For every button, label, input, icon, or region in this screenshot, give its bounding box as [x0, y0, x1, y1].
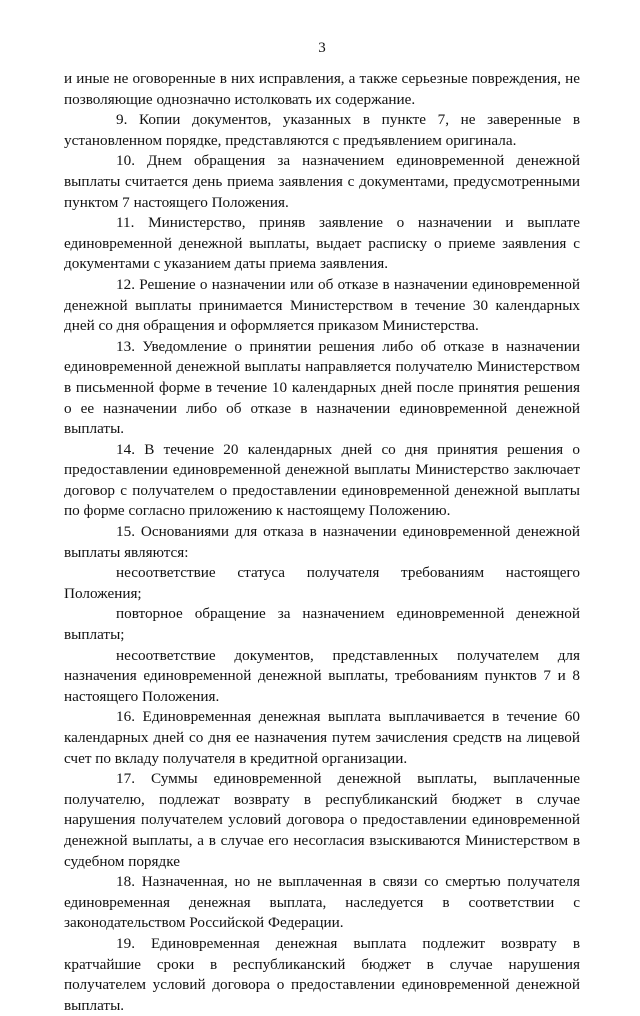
- document-body: [64, 69, 580, 1016]
- paragraph: 14. В течение 20 календарных дней со дня принятия решения о предоставлении единовременной денежной выплаты Министерство заключает договор с получателем о предоставлении единовременной денежной выплаты по форме согласно приложению к настоящему Положению.: [64, 440, 580, 520]
- paragraph: 18. Назначенная, но не выплаченная в связи со смертью получателя единовременная денежная выплата, наследуется в соответствии с законодательством Российской Федерации.: [64, 873, 580, 932]
- paragraph: 15. Основаниями для отказа в назначении единовременной денежной выплаты являются:: [64, 523, 580, 561]
- paragraph: и иные не оговоренные в них исправления, а также серьезные повреждения, не позволяющие однозначно истолковать их содержание.: [64, 70, 580, 108]
- paragraph: 9. Копии документов, указанных в пункте 7, не заверенные в установленном порядке, представляются с предъявлением оригинала.: [64, 111, 580, 149]
- paragraph: повторное обращение за назначением единовременной денежной выплаты;: [64, 605, 580, 644]
- paragraph: несоответствие статуса получателя требованиям настоящего Положения;: [64, 564, 580, 602]
- paragraph: несоответствие документов, представленных получателем для назначения единовременной денежной выплаты, требованиям пунктов 7 и 8 настоящего Положения.: [64, 646, 580, 705]
- paragraph: 19. Единовременная денежная выплата подлежит возврату в кратчайшие сроки в республиканский бюджет в случае нарушения получателем условий договора о предоставлении единовременной денежной выплаты.: [64, 934, 580, 1014]
- paragraph: 13. Уведомление о принятии решения либо об отказе в назначении единовременной денежной выплаты направляется получателю Министерством в письменной форме в течение 10 календарных дней после принятия решения о ее назначении либо об отказе в назначении единовременной денежной выплаты.: [64, 337, 580, 438]
- page-number: 3: [318, 40, 326, 56]
- paragraph: 11. Министерство, приняв заявление о назначении и выплате единовременной денежной выплаты, выдает расписку о приеме заявления с документами с указанием даты приема заявления.: [64, 214, 580, 273]
- paragraph: 16. Единовременная денежная выплата выплачивается в течение 60 календарных дней со дня ее назначения путем зачисления средств на лицевой счет по вкладу получателя в кредитной организации.: [64, 708, 580, 767]
- paragraph: 17. Суммы единовременной денежной выплаты, выплаченные получателю, подлежат возврату в республиканский бюджет в случае нарушения получателем условий договора о предоставлении единовременной денежной выплаты, а в случае его несогласия взыскиваются Министерством в судебном порядке: [64, 770, 580, 870]
- paragraph: 10. Днем обращения за назначением единовременной денежной выплаты считается день приема заявления с документами, предусмотренными пунктом 7 настоящего Положения.: [64, 152, 580, 211]
- paragraph: 12. Решение о назначении или об отказе в назначении единовременной денежной выплаты принимается Министерством в течение 30 календарных дней со дня обращения и оформляется приказом Министерства.: [64, 275, 580, 335]
